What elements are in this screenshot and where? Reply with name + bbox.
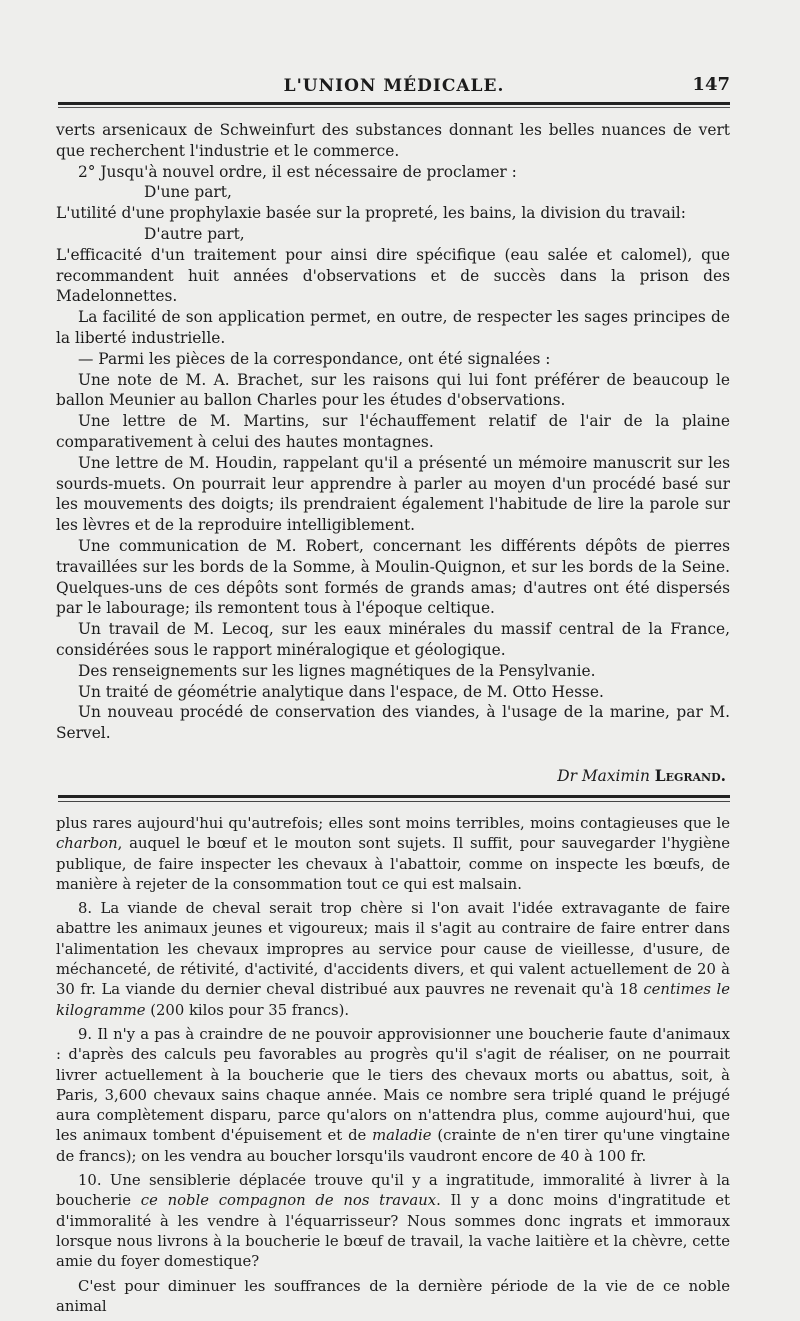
section-separator-thin: [58, 801, 730, 802]
section-separator: [58, 795, 730, 798]
page-number: 147: [692, 74, 730, 95]
paragraph: 9. Il n'y a pas à craindre de ne pouvoir approvisionner une boucherie faute d'animaux : d'après des calculs peu favorables au progrès qu'il s'agit de réaliser, on ne pourrait livrer actuellement à la boucherie que le tiers des chevaux morts ou abattus, soit, à Paris, 3,600 chevaux sains chaque année. Mais ce nombre sera triplé quand le préjugé aura complètement disparu, parce qu'alors on n'attendra plus, comme aujourd'hui, que les animaux tombent d'épuisement et de maladie (crainte de n'en tirer qu'une vingtaine de francs); on les vendra au boucher lorsqu'ils vaudront encore de 40 à 100 fr.: [56, 1025, 730, 1165]
signature-prefix: Dr Maximin: [557, 767, 650, 785]
paragraph: plus rares aujourd'hui qu'autrefois; elles sont moins terribles, moins contagieuses que le charbon, auquel le bœuf et le mouton sont sujets. Il suffit, pour sauvegarder l'hygiène publique, de faire inspecter les chevaux à l'abattoir, comme on inspecte les bœufs, de manière à rejeter de la consommation tout ce qui est malsain.: [56, 815, 730, 893]
paragraph: L'utilité d'une prophylaxie basée sur la propreté, les bains, la division du travail:: [56, 204, 686, 223]
running-title: L'UNION MÉDICALE.: [283, 76, 505, 96]
paragraph: Des renseignements sur les lignes magnétiques de la Pensylvanie.: [78, 661, 596, 680]
signature-name: Legrand.: [654, 767, 726, 785]
paragraph: D'autre part,: [144, 224, 245, 243]
paragraph: verts arsenicaux de Schweinfurt des substances donnant les belles nuances de vert que recherchent l'industrie et le commerce.: [56, 121, 730, 160]
author-signature: [557, 767, 726, 785]
paragraph: — Parmi les pièces de la correspondance, ont été signalées :: [78, 349, 551, 368]
page-header: [58, 72, 730, 100]
paragraph: Un traité de géométrie analytique dans l'espace, de M. Otto Hesse.: [78, 682, 604, 701]
paragraph: Un nouveau procédé de conservation des viandes, à l'usage de la marine, par M. Servel.: [56, 703, 730, 743]
lower-article: [56, 814, 730, 1321]
paragraph: 10. Une sensiblerie déplacée trouve qu'il y a ingratitude, immoralité à livrer à la boucherie ce noble compagnon de nos travaux. Il y a donc moins d'ingratitude et d'immoralité à les vendre à l'équarrisseur? Nous sommes donc ingrats et immoraux lorsque nous livrons à la boucherie le bœuf de travail, la vache laitière et la chèvre, cette amie du foyer domestique?: [56, 1172, 730, 1271]
header-rule: [58, 102, 730, 105]
paragraph: 2° Jusqu'à nouvel ordre, il est nécessaire de proclamer :: [78, 162, 517, 181]
paragraph: C'est pour diminuer les souffrances de la dernière période de la vie de ce noble animal: [56, 1277, 730, 1315]
paragraph: L'efficacité d'un traitement pour ainsi dire spécifique (eau salée et calomel), que recommandent huit années d'observations et de succès dans la prison des Madelonnettes.: [56, 245, 730, 306]
paragraph: Une lettre de M. Houdin, rappelant qu'il a présenté un mémoire manuscrit sur les sourds-muets. On pourrait leur apprendre à parler au moyen d'un procédé basé sur les mouvements des doigts; ils prendraient également l'habitude de lire la parole sur les lèvres et de la reproduire intelligiblement.: [56, 453, 730, 535]
paragraph: D'une part,: [144, 183, 232, 202]
paragraph: La facilité de son application permet, en outre, de respecter les sages principes de la liberté industrielle.: [56, 308, 730, 347]
upper-article: [56, 120, 730, 744]
paragraph: 8. La viande de cheval serait trop chère si l'on avait l'idée extravagante de faire abattre les animaux jeunes et vigoureux; mais il s'agit au contraire de faire entrer dans l'alimentation les chevaux impropres au service pour cause de vieillesse, d'usure, de méchanceté, de rétivité, d'activité, d'accidents divers, et qui valent actuellement de 20 à 30 fr. La viande du dernier cheval distribué aux pauvres ne revenait qu'à 18 centimes le kilogramme (200 kilos pour 35 francs).: [56, 900, 731, 1019]
paragraph: Une note de M. A. Brachet, sur les raisons qui lui font préférer de beaucoup le ballon Meunier au ballon Charles pour les études d'observations.: [56, 370, 730, 410]
paragraph: Un travail de M. Lecoq, sur les eaux minérales du massif central de la France, considérées sous le rapport minéralogique et géologique.: [56, 620, 730, 659]
paragraph: Une communication de M. Robert, concernant les différents dépôts de pierres travaillées sur les bords de la Somme, à Moulin-Quignon, et sur les bords de la Seine. Quelques-uns de ces dépôts sont formés de grands amas; d'autres ont été dispersés par le labourage; ils remontent tous à l'époque celtique.: [56, 536, 730, 618]
paragraph: Une lettre de M. Martins, sur l'échauffement relatif de l'air de la plaine comparativement à celui des hautes montagnes.: [56, 412, 730, 451]
header-rule-thin: [58, 107, 730, 108]
